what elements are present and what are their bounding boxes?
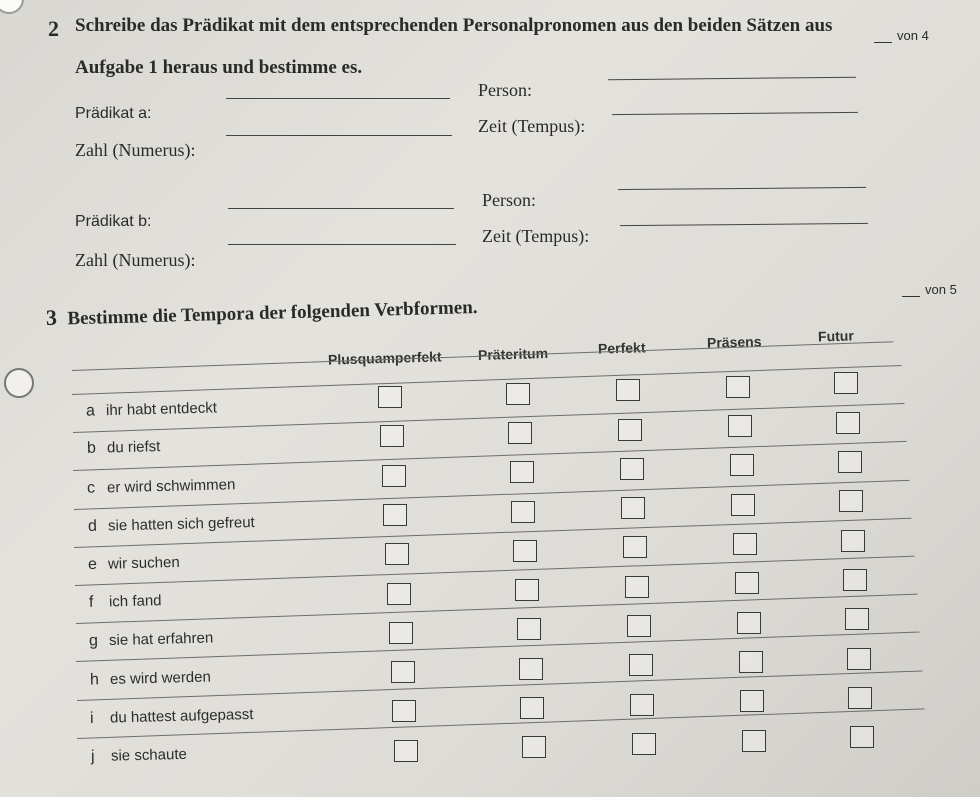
checkbox-a-plusquamperfekt[interactable] <box>378 386 402 408</box>
checkbox-e-plusquamperfekt[interactable] <box>385 543 409 565</box>
row-letter: f <box>88 593 94 611</box>
checkbox-c-präsens[interactable] <box>730 454 754 476</box>
column-header-perfekt: Perfekt <box>597 339 646 357</box>
checkbox-f-präteritum[interactable] <box>515 579 539 601</box>
row-label-g <box>89 630 214 651</box>
checkbox-b-plusquamperfekt[interactable] <box>380 425 404 447</box>
row-verb-form: ich fand <box>108 592 162 611</box>
row-letter: d <box>87 518 97 536</box>
checkbox-i-präsens[interactable] <box>740 690 764 712</box>
praedikat-b-label: Prädikat b: <box>75 213 152 230</box>
task2-score: von 4 <box>874 28 929 43</box>
checkbox-g-präsens[interactable] <box>737 612 761 634</box>
checkbox-e-futur[interactable] <box>841 530 865 552</box>
checkbox-b-präsens[interactable] <box>728 415 752 437</box>
row-letter: e <box>87 555 98 573</box>
row-verb-form: du hattest aufgepasst <box>109 706 254 727</box>
checkbox-d-präteritum[interactable] <box>511 501 535 523</box>
zahl-a-blank[interactable] <box>226 135 452 136</box>
row-label-b <box>86 438 160 458</box>
checkbox-a-präteritum[interactable] <box>506 383 530 405</box>
checkbox-b-futur[interactable] <box>836 412 860 434</box>
row-label-f <box>88 592 161 612</box>
row-label-a <box>86 399 217 420</box>
column-header-präteritum: Präteritum <box>477 345 549 363</box>
checkbox-c-futur[interactable] <box>838 451 862 473</box>
table-rule <box>72 365 902 395</box>
person-a-blank[interactable] <box>608 77 856 81</box>
task3-score: von 5 <box>902 282 957 297</box>
checkbox-h-präsens[interactable] <box>739 651 763 673</box>
table-rule <box>75 556 915 586</box>
checkbox-h-präteritum[interactable] <box>519 658 543 680</box>
checkbox-j-futur[interactable] <box>850 726 874 748</box>
row-verb-form: wir suchen <box>107 553 180 573</box>
checkbox-i-perfekt[interactable] <box>630 694 654 716</box>
task3-heading <box>46 293 478 334</box>
zahl-a-label: Zahl (Numerus): <box>75 140 196 160</box>
praedikat-b-blank[interactable] <box>228 208 454 209</box>
checkbox-h-perfekt[interactable] <box>629 654 653 676</box>
task2-number: 2 <box>48 16 59 41</box>
row-label-h <box>89 668 210 689</box>
checkbox-d-plusquamperfekt[interactable] <box>383 504 407 526</box>
row-verb-form: er wird schwimmen <box>106 475 236 497</box>
checkbox-f-präsens[interactable] <box>735 572 759 594</box>
person-a-label: Person: <box>478 80 532 100</box>
column-header-futur: Futur <box>817 327 854 345</box>
checkbox-j-präteritum[interactable] <box>522 736 546 758</box>
checkbox-d-perfekt[interactable] <box>621 497 645 519</box>
row-label-e <box>88 553 180 573</box>
checkbox-d-futur[interactable] <box>839 490 863 512</box>
task3-title: Bestimme die Tempora der folgenden Verbformen. <box>67 296 478 330</box>
checkbox-f-plusquamperfekt[interactable] <box>387 583 411 605</box>
checkbox-e-perfekt[interactable] <box>623 536 647 558</box>
praedikat-a-label: Prädikat a: <box>75 105 152 122</box>
person-b-label: Person: <box>482 190 536 210</box>
checkbox-b-perfekt[interactable] <box>618 419 642 441</box>
row-letter: h <box>89 671 99 689</box>
person-b-blank[interactable] <box>618 187 866 190</box>
table-header-rule <box>72 341 894 371</box>
zahl-b-label: Zahl (Numerus): <box>75 250 196 270</box>
row-letter: c <box>86 479 96 497</box>
row-letter: b <box>86 440 96 458</box>
row-verb-form: sie hatten sich gefreut <box>107 514 255 535</box>
row-verb-form: sie hat erfahren <box>108 629 214 650</box>
checkbox-a-futur[interactable] <box>834 372 858 394</box>
table-rule <box>76 594 918 624</box>
task2-title-line1: Schreibe das Prädikat mit dem entsprechenden Personalpronomen aus den beiden Sätzen aus <box>75 15 833 36</box>
checkbox-j-präsens[interactable] <box>742 730 766 752</box>
checkbox-d-präsens[interactable] <box>731 494 755 516</box>
checkbox-b-präteritum[interactable] <box>508 422 532 444</box>
row-letter: j <box>90 747 95 765</box>
checkbox-g-präteritum[interactable] <box>517 618 541 640</box>
checkbox-g-perfekt[interactable] <box>627 615 651 637</box>
row-letter: a <box>85 402 96 420</box>
checkbox-c-plusquamperfekt[interactable] <box>382 465 406 487</box>
row-label-i <box>90 706 254 728</box>
punch-hole-top <box>0 0 24 14</box>
row-label-j <box>90 745 186 765</box>
task2-title-line2: Aufgabe 1 heraus und bestimme es. <box>75 57 363 78</box>
checkbox-h-plusquamperfekt[interactable] <box>391 661 415 683</box>
zeit-a-label: Zeit (Tempus): <box>478 116 586 136</box>
zahl-b-blank[interactable] <box>228 244 456 245</box>
checkbox-f-futur[interactable] <box>843 569 867 591</box>
checkbox-c-präteritum[interactable] <box>510 461 534 483</box>
checkbox-g-plusquamperfekt[interactable] <box>389 622 413 644</box>
column-header-präsens: Präsens <box>706 333 762 351</box>
row-letter: g <box>88 632 99 650</box>
checkbox-i-futur[interactable] <box>848 687 872 709</box>
checkbox-c-perfekt[interactable] <box>620 458 644 480</box>
checkbox-i-plusquamperfekt[interactable] <box>392 700 416 722</box>
row-letter: i <box>89 710 94 728</box>
punch-hole <box>4 368 34 398</box>
checkbox-f-perfekt[interactable] <box>625 576 649 598</box>
row-verb-form: ihr habt entdeckt <box>105 399 218 420</box>
row-verb-form: es wird werden <box>109 668 211 688</box>
checkbox-i-präteritum[interactable] <box>520 697 544 719</box>
zeit-a-blank[interactable] <box>612 112 858 115</box>
row-label-d <box>87 514 254 536</box>
checkbox-h-futur[interactable] <box>847 648 871 670</box>
praedikat-a-blank[interactable] <box>226 98 450 99</box>
row-verb-form: du riefst <box>106 438 161 457</box>
checkbox-e-präsens[interactable] <box>733 533 757 555</box>
checkbox-j-plusquamperfekt[interactable] <box>394 740 418 762</box>
row-label-c <box>87 476 236 498</box>
checkbox-e-präteritum[interactable] <box>513 540 537 562</box>
zeit-b-blank[interactable] <box>620 223 868 226</box>
checkbox-g-futur[interactable] <box>845 608 869 630</box>
column-header-plusquamperfekt: Plusquamperfekt <box>327 348 442 368</box>
task3-number: 3 <box>45 304 58 330</box>
table-rule <box>73 441 907 471</box>
row-verb-form: sie schaute <box>110 745 187 765</box>
zeit-b-label: Zeit (Tempus): <box>482 226 590 246</box>
checkbox-a-präsens[interactable] <box>726 376 750 398</box>
checkbox-j-perfekt[interactable] <box>632 733 656 755</box>
checkbox-a-perfekt[interactable] <box>616 379 640 401</box>
